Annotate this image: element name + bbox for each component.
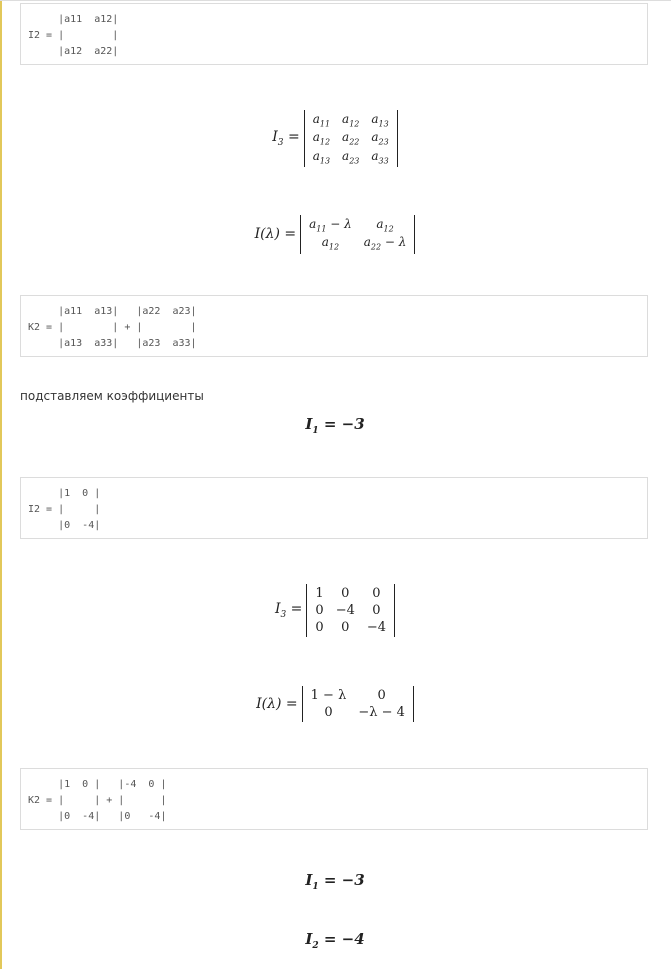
formula-lhs: $I_3$ = — [274, 601, 303, 620]
matrix-cell: 0 — [315, 620, 324, 635]
formula-ilambda-symbolic — [20, 215, 650, 254]
formula-ilambda-numeric — [20, 686, 650, 722]
formula-lhs: I(λ) = — [256, 696, 298, 712]
caption-substitute: подставляем коэффициенты — [20, 389, 204, 403]
matrix-cell: $a_{33}$ — [371, 148, 389, 166]
matrix-cell: 0 — [341, 620, 350, 635]
code-text: |a11 a12| I2 = | | |a12 a22| — [28, 14, 119, 57]
matrix-cell: $a_{13}$ — [371, 112, 389, 129]
code-text: |1 0 | |-4 0 | K2 = | | + | | |0 -4| |0 -4| — [28, 779, 167, 822]
matrix-cell: 0 — [324, 705, 333, 720]
matrix-cell: $a_{12}$ — [342, 112, 360, 129]
equation-i1-result: $I_1 = -3$ — [305, 871, 365, 892]
equation-i2-result: $I_2 = -4$ — [305, 930, 365, 951]
determinant-3x3 — [306, 584, 395, 637]
formula-lhs: $I_3$ = — [272, 129, 300, 148]
code-block-k2-numeric — [20, 768, 648, 830]
matrix-cell: $a_{12}$ — [376, 217, 394, 234]
code-block-i2-numeric — [20, 477, 648, 539]
code-text: |a11 a13| |a22 a23| K2 = | | + | | |a13 a33| |a23 a33| — [28, 306, 197, 349]
matrix-cell: 0 — [377, 688, 386, 703]
matrix-cell: $a_{22}$ — [342, 130, 360, 147]
determinant-3x3 — [304, 110, 398, 167]
formula-lhs: I(λ) = — [254, 226, 297, 243]
matrix-cell: −λ − 4 — [358, 705, 405, 720]
matrix-cell: $a_{11}$ — [312, 112, 331, 129]
matrix-cell: 0 — [372, 603, 381, 618]
matrix-cell: −4 — [335, 603, 355, 618]
matrix-cell: −4 — [366, 620, 387, 635]
determinant-2x2 — [300, 215, 415, 254]
code-block-k2-symbolic — [20, 295, 648, 357]
matrix-cell: 0 — [372, 586, 381, 601]
equation-i1: $I_1 = -3$ — [305, 415, 365, 436]
left-accent-rule — [0, 0, 2, 969]
matrix-cell: $a_{13}$ — [312, 148, 331, 166]
matrix-cell: $a_{23}$ — [342, 148, 360, 166]
formula-i3-symbolic — [20, 110, 650, 167]
matrix-cell: 1 − λ — [310, 688, 347, 703]
matrix-cell: $a_{23}$ — [371, 130, 389, 147]
matrix-cell: $a_{12}$ — [321, 235, 340, 252]
matrix-cell: $a_{12}$ — [312, 130, 331, 147]
code-block-i2-symbolic — [20, 3, 648, 65]
code-text: |1 0 | I2 = | | |0 -4| — [28, 488, 101, 531]
matrix-cell: 0 — [341, 586, 350, 601]
determinant-2x2 — [302, 686, 414, 722]
formula-i3-numeric — [20, 584, 650, 637]
matrix-cell: $a_{22} - \lambda$ — [363, 235, 407, 252]
matrix-cell: 1 — [315, 586, 324, 601]
matrix-cell: $a_{11} - \lambda$ — [309, 217, 352, 234]
top-divider — [0, 0, 671, 1]
matrix-cell: 0 — [315, 603, 324, 618]
